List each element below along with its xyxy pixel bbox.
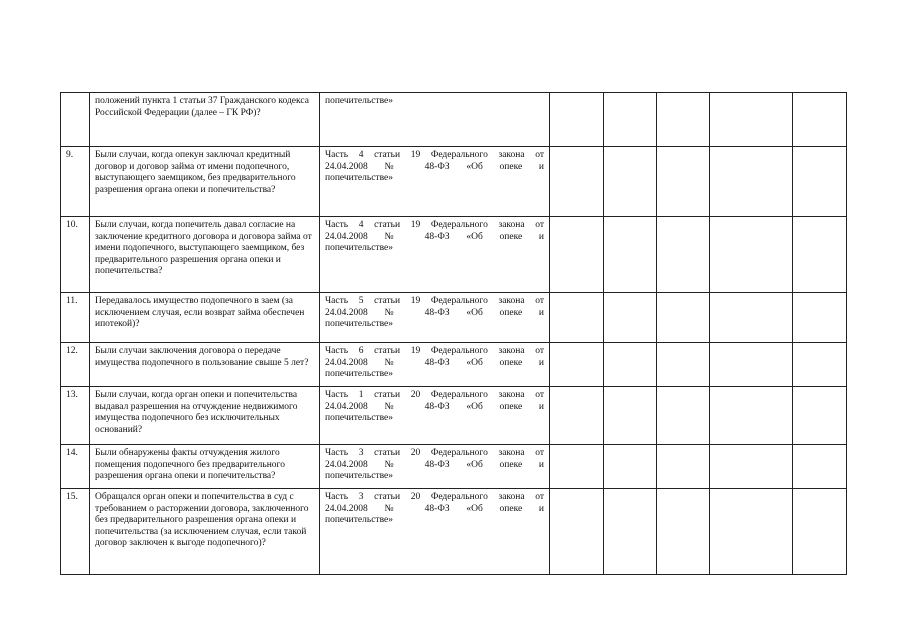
- table-body: [61, 93, 847, 575]
- checklist-table: [60, 92, 847, 575]
- answer-cell[interactable]: [550, 343, 604, 387]
- answer-cell[interactable]: [550, 293, 604, 343]
- answer-cell[interactable]: [604, 293, 657, 343]
- answer-cell[interactable]: [657, 343, 710, 387]
- question-cell: Были обнаружены факты отчуждения жилого помещения подопечного без предварительного разрешения органа опеки и попечительства?: [90, 445, 320, 489]
- legal-reference-line: попечительстве»: [325, 96, 393, 106]
- legal-reference-cell: [320, 93, 550, 147]
- table-row: [61, 343, 847, 387]
- legal-reference-line: 24.04.2008 № 48-ФЗ «Об опеке и: [325, 357, 544, 368]
- table-row: [61, 489, 847, 575]
- row-number: 11.: [61, 293, 90, 343]
- answer-cell[interactable]: [657, 93, 710, 147]
- legal-reference-cell: [320, 445, 550, 489]
- answer-cell[interactable]: [710, 445, 793, 489]
- legal-reference-line: попечительстве»: [325, 413, 393, 423]
- answer-cell[interactable]: [657, 445, 710, 489]
- legal-reference-line: 24.04.2008 № 48-ФЗ «Об опеке и: [325, 307, 544, 318]
- legal-reference-cell: [320, 217, 550, 293]
- answer-cell[interactable]: [793, 387, 847, 445]
- table-row: [61, 445, 847, 489]
- legal-reference-line: Часть 3 статьи 20 Федерального закона от: [325, 492, 544, 502]
- answer-cell[interactable]: [793, 343, 847, 387]
- answer-cell[interactable]: [657, 217, 710, 293]
- answer-cell[interactable]: [604, 343, 657, 387]
- answer-cell[interactable]: [604, 489, 657, 575]
- question-cell: Были случаи заключения договора о передаче имущества подопечного в пользование свыше 5 лет?: [90, 343, 320, 387]
- answer-cell[interactable]: [604, 217, 657, 293]
- answer-cell[interactable]: [710, 93, 793, 147]
- row-number: 14.: [61, 445, 90, 489]
- question-cell: положений пункта 1 статьи 37 Гражданского кодекса Российской Федерации (далее – ГК РФ)?: [90, 93, 320, 147]
- legal-reference-line: Часть 5 статьи 19 Федерального закона от: [325, 296, 544, 306]
- answer-cell[interactable]: [710, 387, 793, 445]
- row-number: 13.: [61, 387, 90, 445]
- legal-reference-line: 24.04.2008 № 48-ФЗ «Об опеке и: [325, 161, 544, 172]
- answer-cell[interactable]: [657, 147, 710, 217]
- legal-reference-cell: [320, 387, 550, 445]
- question-cell: Передавалось имущество подопечного в заем (за исключением случая, если возврат займа обеспечен ипотекой)?: [90, 293, 320, 343]
- answer-cell[interactable]: [550, 489, 604, 575]
- table-row: [61, 93, 847, 147]
- legal-reference-line: попечительстве»: [325, 319, 393, 329]
- answer-cell[interactable]: [550, 387, 604, 445]
- answer-cell[interactable]: [710, 293, 793, 343]
- legal-reference-line: Часть 4 статьи 19 Федерального закона от: [325, 150, 544, 160]
- legal-reference-cell: [320, 147, 550, 217]
- legal-reference-line: Часть 6 статьи 19 Федерального закона от: [325, 346, 544, 356]
- legal-reference-line: попечительстве»: [325, 243, 393, 253]
- answer-cell[interactable]: [550, 217, 604, 293]
- answer-cell[interactable]: [550, 147, 604, 217]
- legal-reference-cell: [320, 293, 550, 343]
- legal-reference-line: попечительстве»: [325, 173, 393, 183]
- question-cell: Обращался орган опеки и попечительства в суд с требованием о расторжении договора, заключенного без предварительного разрешения органа опеки и попечительства (за исключением случая, если такой договор заключен к выгоде подопечного)?: [90, 489, 320, 575]
- answer-cell[interactable]: [604, 147, 657, 217]
- table-row: [61, 293, 847, 343]
- answer-cell[interactable]: [604, 93, 657, 147]
- answer-cell[interactable]: [710, 489, 793, 575]
- legal-reference-line: Часть 3 статьи 20 Федерального закона от: [325, 448, 544, 458]
- legal-reference-cell: [320, 489, 550, 575]
- answer-cell[interactable]: [657, 387, 710, 445]
- row-number: 10.: [61, 217, 90, 293]
- legal-reference-line: попечительстве»: [325, 471, 393, 481]
- answer-cell[interactable]: [710, 147, 793, 217]
- legal-reference-line: 24.04.2008 № 48-ФЗ «Об опеке и: [325, 401, 544, 412]
- legal-reference-line: 24.04.2008 № 48-ФЗ «Об опеке и: [325, 231, 544, 242]
- answer-cell[interactable]: [793, 217, 847, 293]
- answer-cell[interactable]: [550, 93, 604, 147]
- legal-reference-line: Часть 1 статьи 20 Федерального закона от: [325, 390, 544, 400]
- legal-reference-line: попечительстве»: [325, 369, 393, 379]
- answer-cell[interactable]: [710, 343, 793, 387]
- table-row: [61, 147, 847, 217]
- answer-cell[interactable]: [793, 93, 847, 147]
- legal-reference-line: 24.04.2008 № 48-ФЗ «Об опеке и: [325, 459, 544, 470]
- question-cell: Были случаи, когда попечитель давал согласие на заключение кредитного договора и договора займа от имени подопечного, выступающего заемщиком, без предварительного разрешения органа опеки и попечительства?: [90, 217, 320, 293]
- question-cell: Были случаи, когда орган опеки и попечительства выдавал разрешения на отчуждение недвижимого имущества подопечного без исключительных оснований?: [90, 387, 320, 445]
- answer-cell[interactable]: [793, 293, 847, 343]
- answer-cell[interactable]: [793, 489, 847, 575]
- row-number: 12.: [61, 343, 90, 387]
- answer-cell[interactable]: [657, 489, 710, 575]
- answer-cell[interactable]: [710, 217, 793, 293]
- row-number: 15.: [61, 489, 90, 575]
- answer-cell[interactable]: [793, 445, 847, 489]
- answer-cell[interactable]: [550, 445, 604, 489]
- answer-cell[interactable]: [793, 147, 847, 217]
- legal-reference-line: Часть 4 статьи 19 Федерального закона от: [325, 220, 544, 230]
- legal-reference-line: 24.04.2008 № 48-ФЗ «Об опеке и: [325, 503, 544, 514]
- answer-cell[interactable]: [604, 445, 657, 489]
- table-row: [61, 217, 847, 293]
- legal-reference-line: попечительстве»: [325, 515, 393, 525]
- question-cell: Были случаи, когда опекун заключал кредитный договор и договор займа от имени подопечного, выступающего заемщиком, без предварительного разрешения органа опеки и попечительства?: [90, 147, 320, 217]
- row-number: [61, 93, 90, 147]
- row-number: 9.: [61, 147, 90, 217]
- answer-cell[interactable]: [657, 293, 710, 343]
- legal-reference-cell: [320, 343, 550, 387]
- answer-cell[interactable]: [604, 387, 657, 445]
- table-row: [61, 387, 847, 445]
